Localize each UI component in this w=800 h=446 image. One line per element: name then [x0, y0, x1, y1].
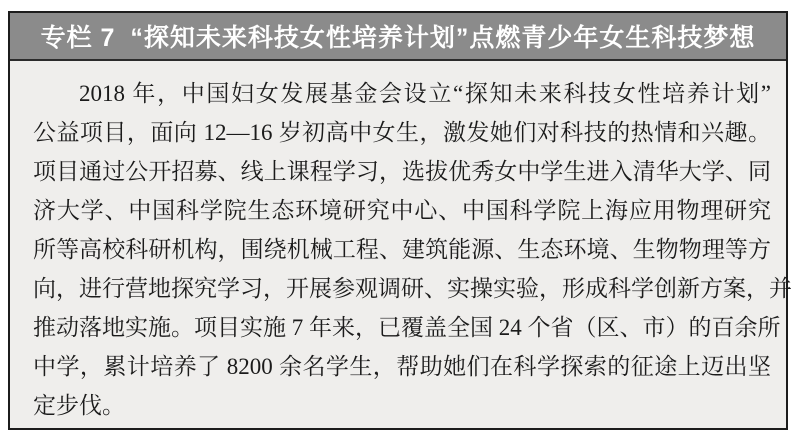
body-text-line: 2018 年，中国妇女发展基金会设立“探知未来科技女性培养计划”	[79, 81, 771, 106]
column-box	[8, 11, 792, 430]
body-text-line: 济大学、中国科学院生态环境研究中心、中国科学院上海应用物理研究	[33, 198, 771, 223]
body-text-line: 中学，累计培养了 8200 余名学生，帮助她们在科学探索的征途上迈出坚	[33, 354, 771, 379]
body-text-line: 项目通过公开招募、线上课程学习，选拔优秀女中学生进入清华大学、同	[33, 159, 771, 184]
body-text-line: 公益项目，面向 12—16 岁初高中女生，激发她们对科技的热情和兴趣。	[33, 120, 771, 145]
body-text-line: 推动落地实施。项目实施 7 年来，已覆盖全国 24 个省（区、市）的百余所	[33, 315, 781, 340]
column-label: 专栏 7	[40, 24, 116, 52]
body-text-line: 向，进行营地探究学习，开展参观调研、实操实验，形成科学创新方案，并	[33, 276, 792, 301]
column-body	[10, 61, 792, 425]
body-text-line: 所等高校科研机构，围绕机械工程、建筑能源、生态环境、生物物理等方	[33, 237, 771, 262]
column-header	[10, 13, 786, 61]
body-text-line: 定步伐。	[33, 393, 125, 418]
column-title: “探知未来科技女性培养计划”点燃青少年女生科技梦想	[130, 24, 756, 52]
